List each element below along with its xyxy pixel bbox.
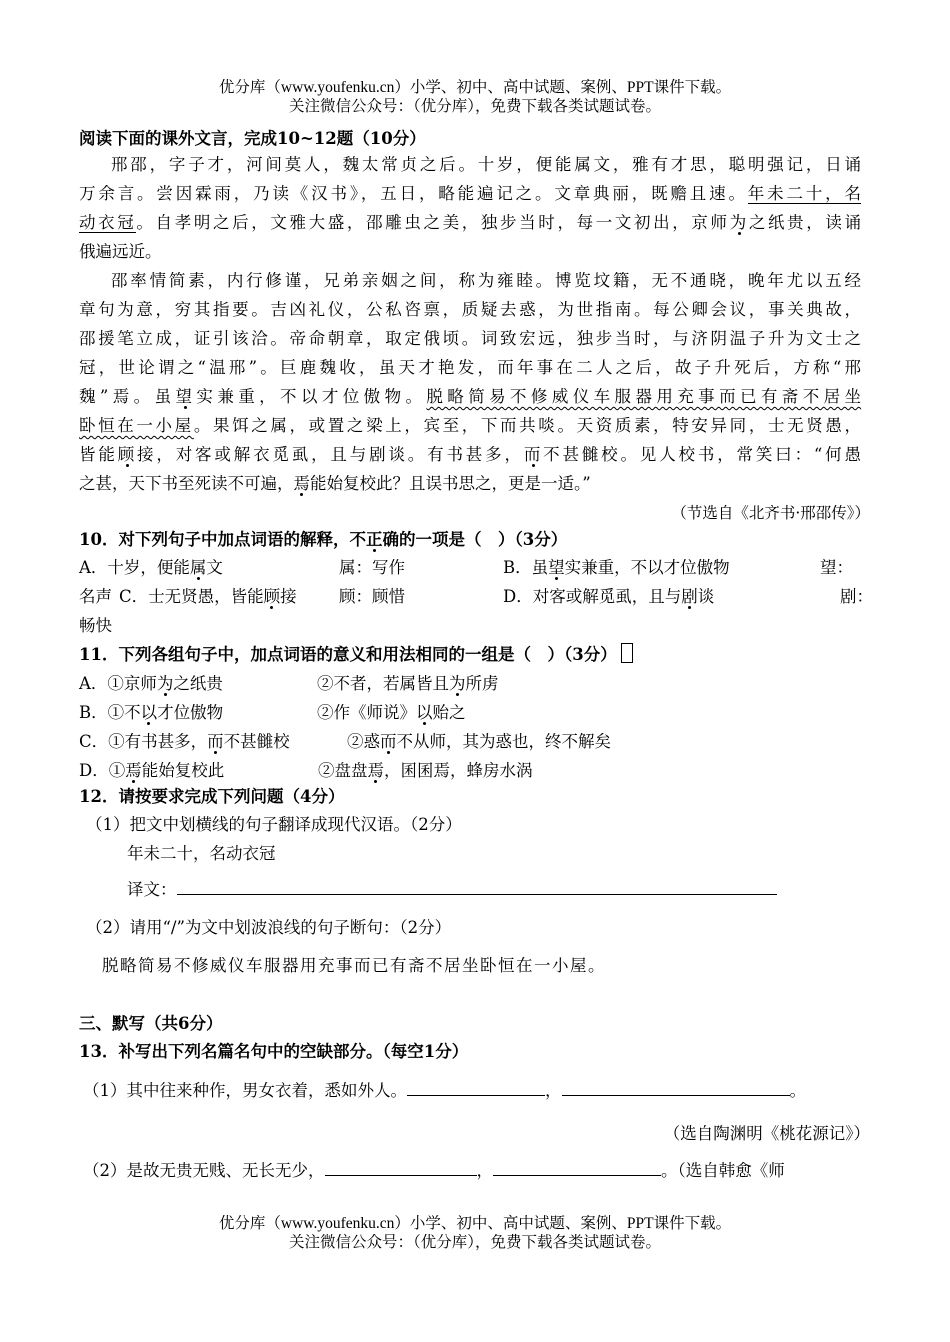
- q10-option-c: C．士无贤愚，皆能顾接: [119, 587, 297, 606]
- dotted-word: 焉: [293, 474, 310, 493]
- section3-title: 三、默写（共6分）: [79, 1014, 223, 1033]
- q10-option-d-gloss: 剧：: [840, 587, 873, 606]
- q11-option-c: C．①有书甚多，而不甚雠校: [79, 732, 290, 751]
- q12-sentence: 年未二十，名动衣冠: [127, 844, 276, 863]
- q11-option-c-2: ②惑而不从师，其为惑也，终不解矣: [347, 732, 611, 751]
- blank-1[interactable]: [407, 1079, 545, 1096]
- q11-option-d: D．①焉能始复校此: [79, 761, 225, 780]
- passage-p1-line1: 邢邵，字子才，河间莫人，魏太常贞之后。十岁，便能属文，雅有才思，聪明强记，日诵: [111, 155, 861, 174]
- q12-wavy-sentence: 脱略简易不修威仪车服器用充事而已有斋不居坐卧恒在一小屋。: [102, 956, 606, 975]
- blank-2[interactable]: [562, 1079, 790, 1096]
- q10-option-a-gloss: 属：写作: [339, 558, 405, 577]
- blank-3[interactable]: [325, 1159, 477, 1176]
- passage-p2-line3: 邵援笔立成，证引该洽。帝命朝章，取定俄顷。词致宏远，独步当时，与济阴温子升为文士之: [79, 329, 861, 348]
- passage-p1-line3: 动衣冠。自孝明之后，文雅大盛，邵雕虫之美，独步当时，每一文初出，京师为之纸贵，读诵: [79, 213, 862, 232]
- passage-p2-line2: 章句为意，穷其指要。吉凶礼仪，公私咨禀，质疑去惑，为世指南。每公卿会议，事关典故，: [79, 300, 861, 319]
- q12-translation-row: 译文：: [127, 877, 777, 903]
- q10-option-b-gloss: 望：: [820, 558, 853, 577]
- q11-option-a: A．①京师为之纸贵: [79, 674, 223, 693]
- dotted-word: 望: [175, 387, 197, 406]
- q13-item1: （1）其中往来种作，男女衣着，悉如外人。 ， 。: [83, 1081, 806, 1100]
- q12-part1: （1）把文中划横线的句子翻译成现代汉语。（2分）: [86, 815, 462, 834]
- q11-option-b: B．①不以才位傲物: [79, 703, 224, 722]
- translation-blank[interactable]: [177, 878, 777, 895]
- q12-stem: 12．请按要求完成下列问题（4分）: [79, 787, 345, 806]
- q11-option-a-2: ②不者，若属皆且为所虏: [317, 674, 499, 693]
- dotted-word: 为: [729, 213, 749, 232]
- underlined-sentence-end: 动衣冠: [79, 213, 137, 232]
- q10-option-c-gloss: 顾：顾惜: [339, 587, 405, 606]
- q10-option-d: D．对客或解觅虱，且与剧谈: [503, 587, 715, 606]
- wavy-sentence: 脱略简易不修威仪车服器用充事而已有斋不居坐: [426, 387, 862, 406]
- q10-option-a: A．十岁，便能属文: [79, 558, 223, 577]
- reading-title: 阅读下面的课外文言，完成10~12题（10分）: [79, 129, 426, 148]
- header-line-2: 关注微信公众号：（优分库），免费下载各类试题试卷。: [288, 98, 661, 115]
- q12-part2: （2）请用“/”为文中划波浪线的句子断句：（2分）: [86, 918, 452, 937]
- footer-line-1: 优分库（www.youfenku.cn）小学、初中、高中试题、案例、PPT课件下载。: [218, 1215, 732, 1232]
- passage-p2-line8: 之甚，天下书至死读不可遍，焉能始复校此？且误书思之，更是一适。”: [79, 474, 591, 493]
- footer-line-2: 关注微信公众号：（优分库），免费下载各类试题试卷。: [288, 1234, 661, 1251]
- q10-option-b-gloss-cont: 名声: [79, 587, 112, 606]
- q10-option-d-gloss-cont: 畅快: [79, 616, 112, 635]
- passage-p1-line4: 俄遍远近。: [79, 242, 162, 261]
- passage-p1-line2: 万余言。尝因霖雨，乃读《汉书》，五日，略能遍记之。文章典丽，既赡且速。年未二十，名: [79, 184, 861, 203]
- header-line-1: 优分库（www.youfenku.cn）小学、初中、高中试题、案例、PPT课件下载。: [218, 79, 732, 96]
- dotted-word: 而: [523, 445, 544, 464]
- passage-p2-line1: 邵率情简素，内行修谨，兄弟亲姻之间，称为雍睦。博览坟籍，无不通晓，晚年尤以五经: [111, 271, 861, 290]
- q11-option-d-2: ②盘盘焉，囷囷焉，蜂房水涡: [318, 761, 533, 780]
- wavy-sentence-end: 卧恒在一小屋: [79, 416, 194, 435]
- passage-p2-line6: 卧恒在一小屋。果饵之属，或置之梁上，宾至，下而共啖。天资质素，特安异同，士无贤愚，: [79, 416, 862, 435]
- q10-stem: 10．对下列句子中加点词语的解释，不正确的一项是（ ）（3分）: [79, 530, 568, 549]
- q13-stem: 13．补写出下列名篇名句中的空缺部分。（每空1分）: [79, 1042, 469, 1061]
- underlined-sentence: 年未二十，名: [747, 184, 861, 203]
- blank-4[interactable]: [493, 1159, 661, 1176]
- passage-p2-line5: 魏”焉。虽望实兼重，不以才位傲物。脱略简易不修威仪车服器用充事而已有斋不居坐: [79, 387, 862, 406]
- answer-box: [621, 643, 633, 663]
- q11-option-b-2: ②作《师说》以贻之: [317, 703, 466, 722]
- passage-source: （节选自《北齐书·邢邵传》）: [671, 504, 870, 522]
- dotted-word: 顾: [117, 445, 138, 464]
- q10-option-b: B．虽望实兼重，不以才位傲物: [503, 558, 730, 577]
- passage-p2-line4: 冠，世论谓之“温邢”。巨鹿魏收，虽天才艳发，而年事在二人之后，故子升死后，方称“邢: [79, 358, 861, 377]
- q13-item2: （2）是故无贵无贱、无长无少， ， 。（选自韩愈《师: [83, 1161, 785, 1180]
- q13-item1-source: （选自陶渊明《桃花源记》）: [663, 1124, 870, 1143]
- passage-p2-line7: 皆能顾接，对客或解衣觅虱，且与剧谈。有书甚多，而不甚雠校。见人校书，常笑曰：“何愚: [79, 445, 862, 464]
- q11-stem: 11．下列各组句子中，加点词语的意义和用法相同的一组是（ ）（3分）: [79, 642, 633, 668]
